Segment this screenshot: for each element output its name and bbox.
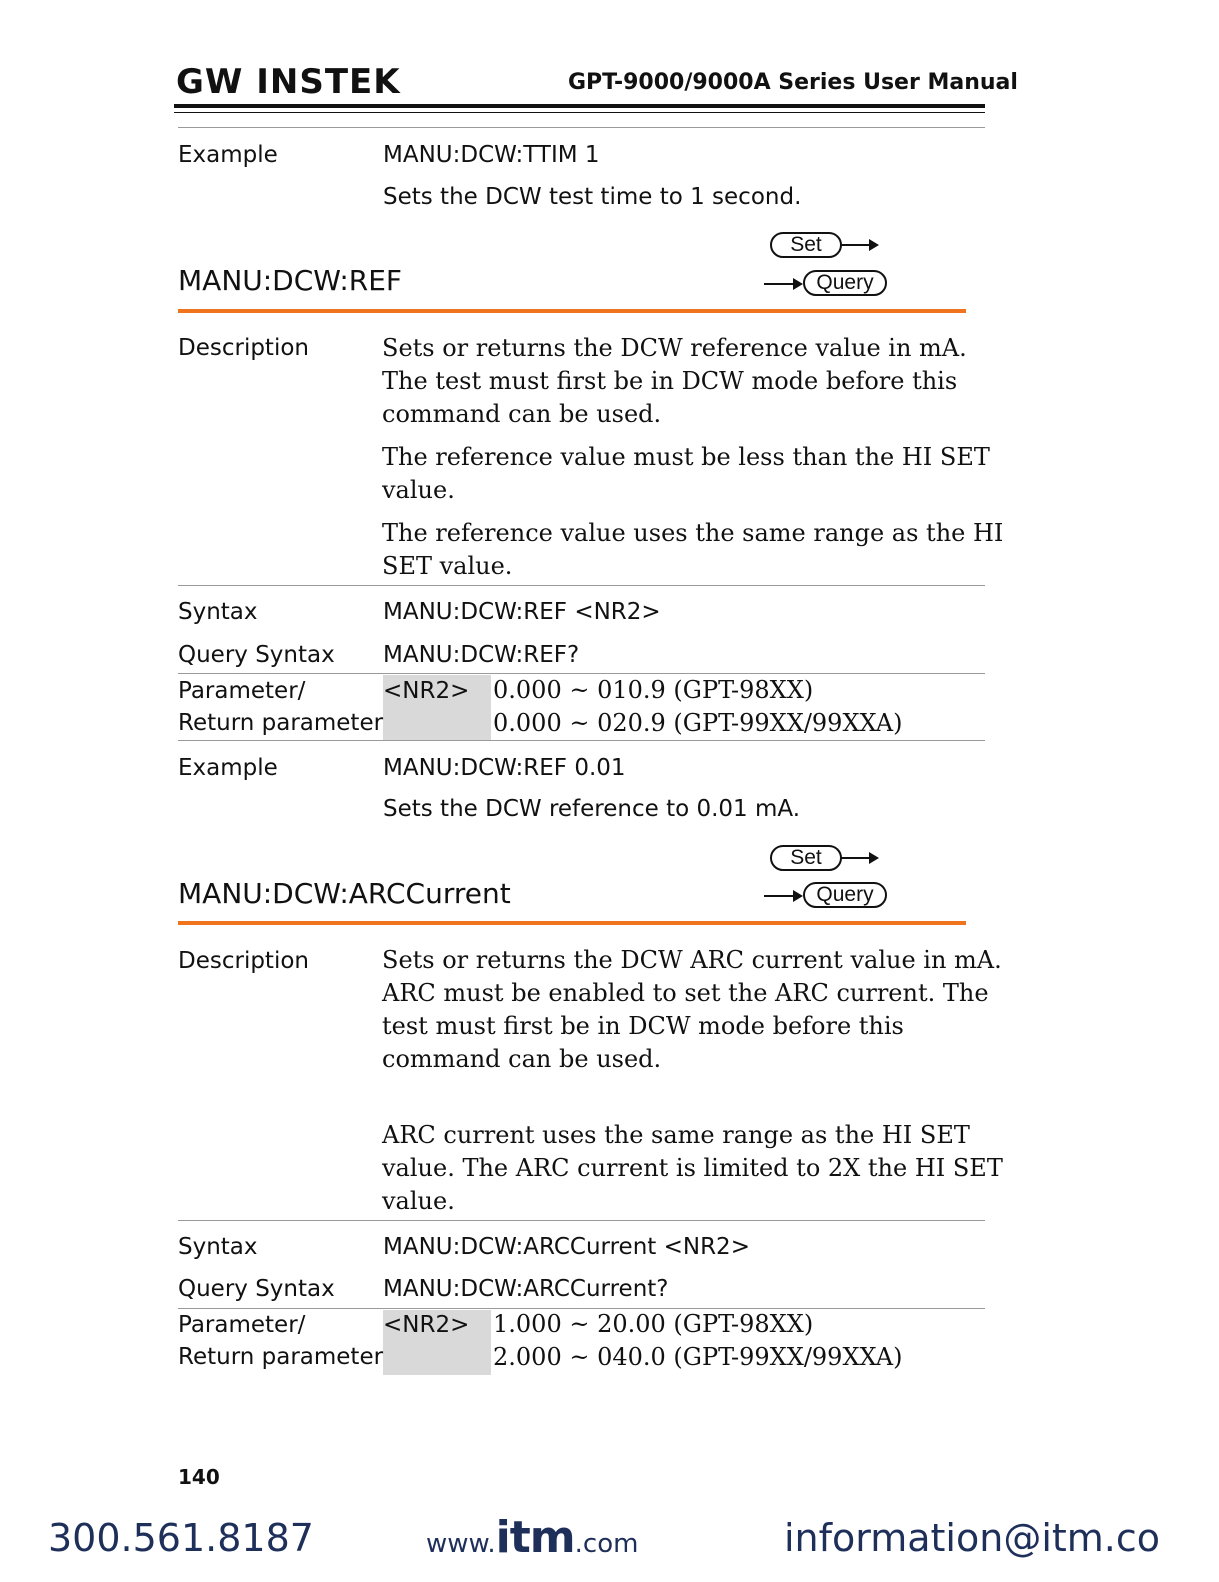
query-arrow-head xyxy=(793,278,803,290)
query-syntax-value: MANU:DCW:REF? xyxy=(383,642,580,668)
query-arrow xyxy=(764,895,794,897)
desc-line: The reference value must be less than the HI SET xyxy=(382,443,990,471)
query-syntax-label: Query Syntax xyxy=(178,1276,335,1302)
header-rule-thin xyxy=(174,112,985,113)
desc-line: command can be used. xyxy=(382,400,662,428)
param-name: <NR2> xyxy=(383,678,470,704)
query-badge: Query xyxy=(803,270,887,296)
divider xyxy=(178,740,985,741)
header-rule-thick xyxy=(174,104,985,108)
syntax-value: MANU:DCW:ARCCurrent <NR2> xyxy=(383,1234,750,1260)
set-badge: Set xyxy=(770,845,842,871)
param-name: <NR2> xyxy=(383,1312,470,1338)
example-command: MANU:DCW:REF 0.01 xyxy=(383,755,626,781)
desc-line: test must first be in DCW mode before this xyxy=(382,1012,904,1040)
divider xyxy=(178,1220,985,1221)
desc-line: value. The ARC current is limited to 2X the HI SET xyxy=(382,1154,1003,1182)
set-badge: Set xyxy=(770,232,842,258)
description-label: Description xyxy=(178,948,309,974)
desc-line: The test must first be in DCW mode before this xyxy=(382,367,958,395)
section-rule xyxy=(178,921,966,925)
page-number: 140 xyxy=(178,1465,220,1489)
param-range: 1.000 ~ 20.00 (GPT-98XX) xyxy=(493,1310,814,1338)
query-arrow xyxy=(764,283,794,285)
desc-line: ARC must be enabled to set the ARC current. The xyxy=(382,979,989,1007)
section-rule xyxy=(178,309,966,313)
set-arrow-head xyxy=(869,852,879,864)
brand-logo: GW INSTEK xyxy=(176,62,401,102)
desc-line: command can be used. xyxy=(382,1045,662,1073)
syntax-value: MANU:DCW:REF <NR2> xyxy=(383,599,661,625)
example-command: MANU:DCW:TTIM 1 xyxy=(383,142,600,168)
footer-email[interactable]: information@itm.co xyxy=(784,1516,1161,1560)
description-text xyxy=(382,944,1003,1218)
section-title-ref: MANU:DCW:REF xyxy=(178,264,403,297)
query-syntax-label: Query Syntax xyxy=(178,642,335,668)
param-range: 0.000 ~ 010.9 (GPT-98XX) xyxy=(493,676,814,704)
desc-line: The reference value uses the same range as the HI xyxy=(382,519,1004,547)
query-badge: Query xyxy=(803,882,887,908)
param-label: Return parameter xyxy=(178,710,384,736)
footer-phone: 300.561.8187 xyxy=(48,1516,314,1560)
query-syntax-value: MANU:DCW:ARCCurrent? xyxy=(383,1276,669,1302)
footer-www: www. xyxy=(426,1529,496,1559)
desc-line: ARC current uses the same range as the HI SET xyxy=(382,1121,970,1149)
param-label: Parameter/ xyxy=(178,678,306,704)
param-range: 0.000 ~ 020.9 (GPT-99XX/99XXA) xyxy=(493,709,903,737)
example-label: Example xyxy=(178,142,278,168)
footer-dotcom: .com xyxy=(574,1529,639,1559)
desc-line: value. xyxy=(382,1187,455,1215)
syntax-label: Syntax xyxy=(178,1234,258,1260)
param-label: Return parameter xyxy=(178,1344,384,1370)
footer-website[interactable] xyxy=(426,1512,638,1563)
set-arrow xyxy=(840,244,870,246)
description-text xyxy=(382,332,1003,583)
param-label: Parameter/ xyxy=(178,1312,306,1338)
divider xyxy=(178,127,985,128)
divider xyxy=(178,585,985,586)
example-note: Sets the DCW test time to 1 second. xyxy=(383,184,802,210)
footer-brand-logo: itm xyxy=(495,1512,575,1563)
manual-title: GPT-9000/9000A Series User Manual xyxy=(568,70,1018,95)
example-note: Sets the DCW reference to 0.01 mA. xyxy=(383,796,801,822)
section-title-arc: MANU:DCW:ARCCurrent xyxy=(178,877,511,910)
example-label: Example xyxy=(178,755,278,781)
query-arrow-head xyxy=(793,890,803,902)
desc-line: SET value. xyxy=(382,552,513,580)
desc-line: Sets or returns the DCW ARC current value in mA. xyxy=(382,946,1002,974)
syntax-label: Syntax xyxy=(178,599,258,625)
desc-line: Sets or returns the DCW reference value in mA. xyxy=(382,334,967,362)
set-arrow xyxy=(840,857,870,859)
set-arrow-head xyxy=(869,239,879,251)
param-range: 2.000 ~ 040.0 (GPT-99XX/99XXA) xyxy=(493,1343,903,1371)
desc-line: value. xyxy=(382,476,455,504)
description-label: Description xyxy=(178,335,309,361)
